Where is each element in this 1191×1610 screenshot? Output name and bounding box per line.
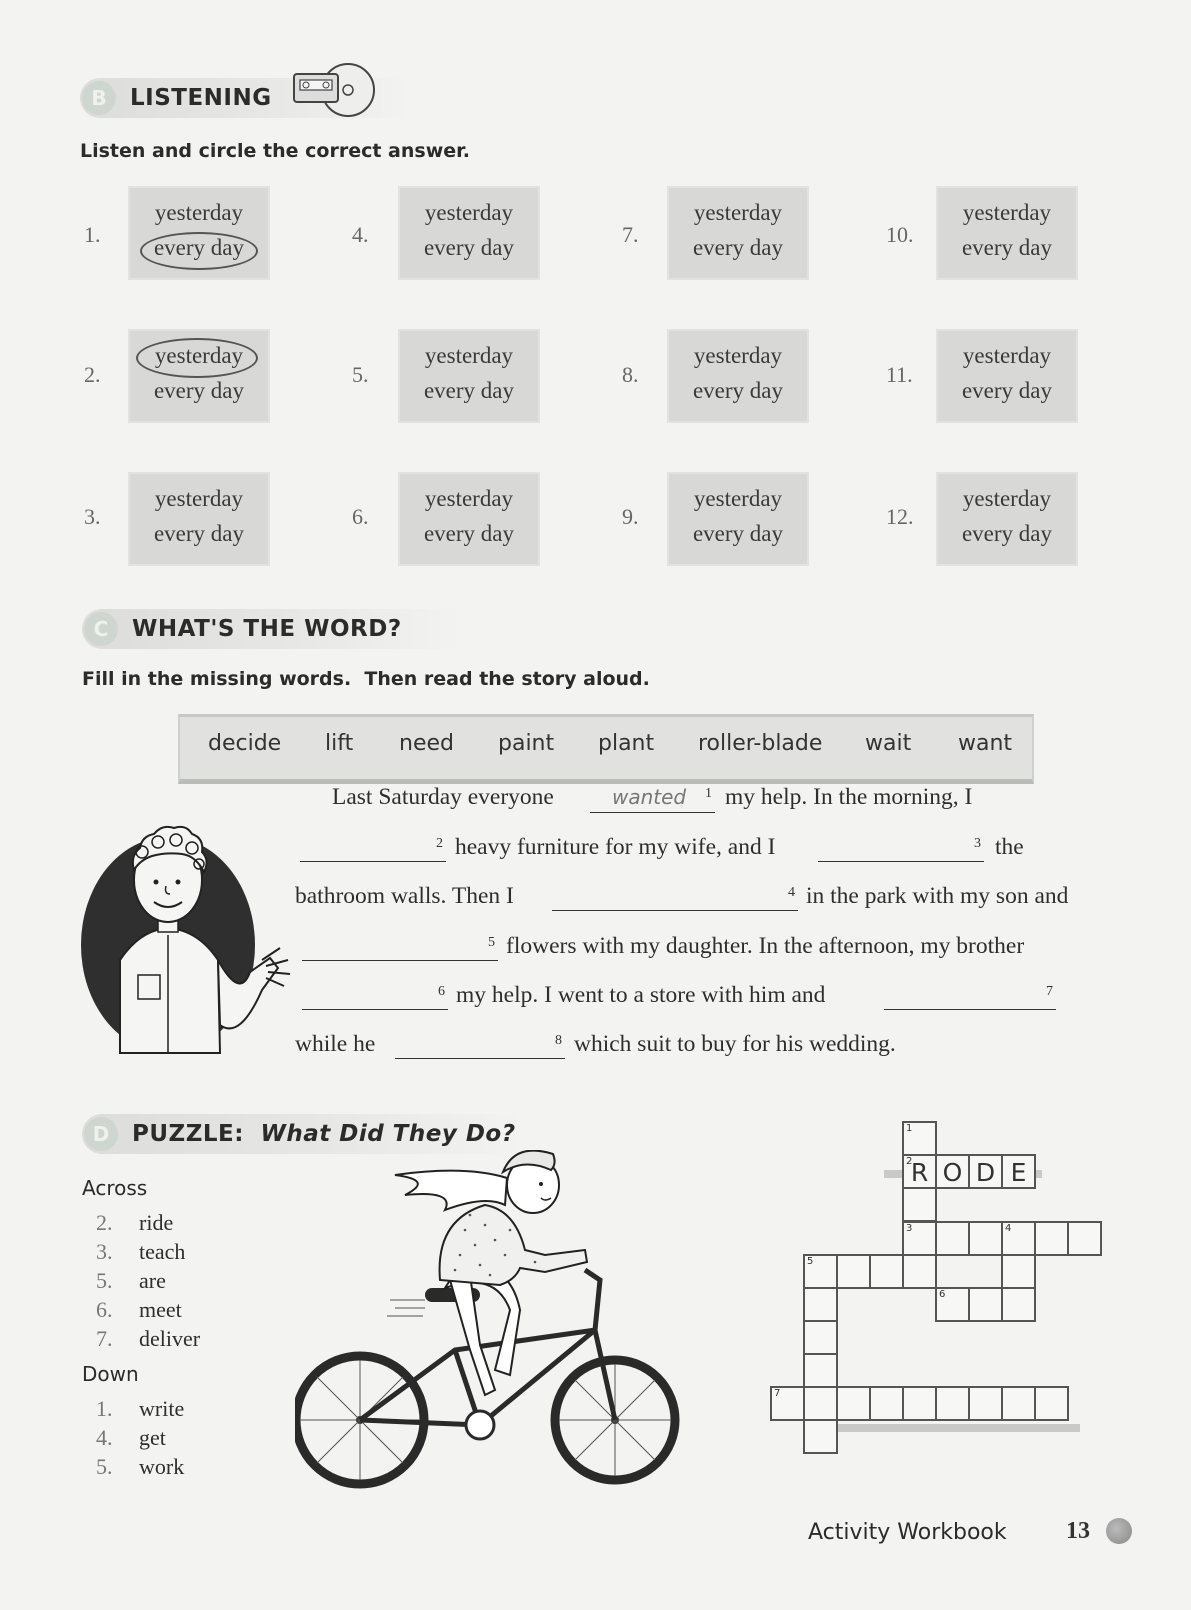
crossword-cell[interactable] — [1034, 1386, 1069, 1421]
section-badge-b: B — [82, 81, 116, 115]
man-waving-illustration — [80, 810, 305, 1065]
cell-letter: R — [910, 1158, 929, 1187]
blank-number-2: 2 — [436, 836, 443, 851]
puzzle-title: PUZZLE: — [132, 1121, 244, 1147]
crossword-cell[interactable] — [803, 1320, 838, 1355]
crossword-cell[interactable] — [1067, 1221, 1102, 1256]
answer-box-11 — [936, 329, 1078, 423]
word-bank-item: paint — [498, 731, 555, 756]
option-every-day[interactable]: every day — [692, 235, 784, 260]
crossword-cell[interactable] — [968, 1386, 1003, 1421]
clue-number: 6. — [96, 1297, 113, 1322]
crossword-cell[interactable] — [968, 1154, 1003, 1189]
option-yesterday[interactable]: yesterday — [962, 200, 1052, 225]
item-number: 6. — [352, 504, 369, 529]
blank-6[interactable] — [302, 1009, 448, 1010]
clue-number: 1. — [96, 1396, 113, 1421]
crossword-cell[interactable] — [836, 1386, 871, 1421]
option-yesterday[interactable]: yesterday — [693, 486, 783, 511]
blank-1[interactable] — [590, 812, 715, 813]
option-every-day[interactable]: every day — [961, 521, 1053, 546]
item-number: 3. — [84, 504, 101, 529]
clue-word: are — [139, 1268, 166, 1293]
blank-8[interactable] — [395, 1058, 565, 1059]
item-number: 10. — [886, 222, 914, 247]
story-line-2b: the — [995, 834, 1024, 860]
clue-number: 5. — [96, 1268, 113, 1293]
crossword-cell[interactable] — [935, 1386, 970, 1421]
answer-box-5 — [398, 329, 540, 423]
item-number: 4. — [352, 222, 369, 247]
answer-box-2 — [128, 329, 270, 423]
section-title-listening: LISTENING — [130, 85, 272, 111]
crossword-cell[interactable] — [902, 1154, 937, 1189]
option-every-day[interactable]: every day — [692, 521, 784, 546]
clue-number: 4. — [96, 1425, 113, 1450]
crossword-cell[interactable] — [935, 1221, 970, 1256]
story-line-6a: while he — [295, 1031, 376, 1057]
across-heading: Across — [82, 1176, 148, 1200]
page-dot-icon — [1106, 1518, 1132, 1544]
blank-number-6: 6 — [438, 984, 445, 999]
option-yesterday[interactable]: yesterday — [154, 486, 244, 511]
answer-box-12 — [936, 472, 1078, 566]
word-bank-item: need — [399, 731, 454, 756]
option-yesterday[interactable]: yesterday — [424, 486, 514, 511]
footer-book-title: Activity Workbook — [808, 1520, 1007, 1545]
crossword-cell[interactable] — [1001, 1154, 1036, 1189]
option-yesterday[interactable]: yesterday — [154, 343, 244, 368]
cassette-cd-icon — [292, 62, 376, 120]
crossword-cell[interactable] — [869, 1254, 904, 1289]
clue-number: 5. — [96, 1454, 113, 1479]
cell-number: 7 — [774, 1388, 781, 1399]
item-number: 2. — [84, 362, 101, 387]
answer-box-8 — [667, 329, 809, 423]
story-line-5a: my help. I went to a store with him and — [456, 982, 826, 1008]
option-every-day[interactable]: every day — [961, 235, 1053, 260]
item-number: 7. — [622, 222, 639, 247]
crossword-cell[interactable] — [1001, 1254, 1036, 1289]
answer-box-3 — [128, 472, 270, 566]
cell-letter: D — [975, 1158, 996, 1187]
cell-number: 5 — [807, 1256, 814, 1267]
word-section-header — [82, 609, 462, 649]
item-number: 5. — [352, 362, 369, 387]
crossword-cell[interactable] — [869, 1386, 904, 1421]
story-line-2a: heavy furniture for my wife, and I — [455, 834, 776, 860]
blank-number-3: 3 — [974, 836, 981, 851]
crossword-cell[interactable] — [770, 1386, 805, 1421]
answer-circle — [140, 232, 258, 270]
blank-3[interactable] — [818, 861, 984, 862]
crossword-cell[interactable] — [935, 1287, 970, 1322]
blank-number-7: 7 — [1046, 984, 1053, 999]
clue-word: teach — [139, 1239, 186, 1264]
item-number: 9. — [622, 504, 639, 529]
crossword-cell[interactable] — [803, 1386, 838, 1421]
blank-number-1: 1 — [705, 786, 712, 801]
clue-word: meet — [139, 1297, 182, 1322]
clue-number: 3. — [96, 1239, 113, 1264]
cell-letter: E — [1010, 1158, 1027, 1187]
crossword-cell[interactable] — [803, 1353, 838, 1388]
section-badge-d: D — [84, 1117, 118, 1151]
blank-number-5: 5 — [488, 935, 495, 950]
option-every-day[interactable]: every day — [961, 378, 1053, 403]
crossword-cell[interactable] — [902, 1221, 937, 1256]
answer-box-10 — [936, 186, 1078, 280]
puzzle-header — [82, 1114, 522, 1154]
story-line-3b: in the park with my son and — [806, 883, 1069, 909]
option-every-day[interactable]: every day — [692, 378, 784, 403]
clue-word: deliver — [139, 1326, 201, 1351]
crossword-cell[interactable] — [803, 1419, 838, 1454]
word-bank-item: lift — [325, 731, 354, 756]
option-yesterday[interactable]: yesterday — [424, 200, 514, 225]
story-line-1b: my help. In the morning, I — [725, 784, 973, 810]
section-title-puzzle — [132, 1121, 516, 1147]
crossword-cell[interactable] — [836, 1254, 871, 1289]
crossword-cell[interactable] — [902, 1121, 937, 1156]
crossword-cell[interactable] — [935, 1154, 970, 1189]
crossword-cell[interactable] — [902, 1187, 937, 1222]
crossword-cell[interactable] — [1001, 1386, 1036, 1421]
story-line-6b: which suit to buy for his wedding. — [574, 1031, 896, 1057]
blank-number-8: 8 — [555, 1033, 562, 1048]
blank-7[interactable] — [884, 1009, 1056, 1010]
cell-number: 3 — [906, 1223, 913, 1234]
cell-number: 4 — [1005, 1223, 1012, 1234]
grid-shadow — [818, 1424, 1080, 1432]
answer-circle — [136, 338, 258, 378]
answer-box-7 — [667, 186, 809, 280]
option-yesterday[interactable]: yesterday — [424, 343, 514, 368]
crossword-cell[interactable] — [968, 1221, 1003, 1256]
listening-instruction: Listen and circle the correct answer. — [80, 140, 471, 162]
word-bank-item: wait — [865, 731, 912, 756]
cell-number: 6 — [939, 1289, 946, 1300]
crossword-cell[interactable] — [803, 1254, 838, 1289]
puzzle-subtitle: What Did They Do? — [260, 1121, 516, 1147]
blank-2[interactable] — [300, 861, 446, 862]
word-bank-item: plant — [598, 731, 655, 756]
blank-5[interactable] — [302, 960, 498, 961]
section-title-word: WHAT'S THE WORD? — [132, 616, 402, 642]
clue-number: 2. — [96, 1210, 113, 1235]
section-badge-c: C — [84, 612, 118, 646]
cell-letter: O — [942, 1158, 963, 1187]
down-heading: Down — [82, 1362, 139, 1386]
cell-number: 2 — [906, 1156, 913, 1167]
option-every-day[interactable]: every day — [423, 521, 515, 546]
option-every-day[interactable]: every day — [423, 378, 515, 403]
story-line-3a: bathroom walls. Then I — [295, 883, 514, 909]
item-number: 1. — [84, 222, 101, 247]
answer-wanted: wanted — [612, 785, 687, 809]
crossword-cell[interactable] — [1001, 1221, 1036, 1256]
word-bank-item: roller-blade — [698, 731, 823, 756]
option-every-day[interactable]: every day — [423, 235, 515, 260]
clue-word: write — [139, 1396, 185, 1421]
blank-number-4: 4 — [788, 885, 795, 900]
option-yesterday[interactable]: yesterday — [962, 343, 1052, 368]
option-yesterday[interactable]: yesterday — [962, 486, 1052, 511]
answer-box-4 — [398, 186, 540, 280]
item-number: 8. — [622, 362, 639, 387]
cell-number: 1 — [906, 1123, 913, 1134]
word-bank-item: decide — [208, 731, 282, 756]
crossword-cell[interactable] — [968, 1287, 1003, 1322]
blank-4[interactable] — [552, 910, 798, 911]
story-line-4a: flowers with my daughter. In the afternoon, my brother — [506, 933, 1025, 959]
answer-box-9 — [667, 472, 809, 566]
crossword-cell[interactable] — [1001, 1287, 1036, 1322]
word-bank — [178, 714, 1034, 784]
clue-word: get — [139, 1425, 166, 1450]
crossword-cell[interactable] — [902, 1254, 937, 1289]
item-number: 11. — [886, 362, 913, 387]
crossword-cell[interactable] — [803, 1287, 838, 1322]
option-every-day[interactable]: every day — [153, 378, 245, 403]
answer-box-1 — [128, 186, 270, 280]
clue-word: work — [139, 1454, 185, 1479]
option-yesterday[interactable]: yesterday — [693, 343, 783, 368]
word-bank-item: want — [958, 731, 1013, 756]
crossword-cell[interactable] — [1034, 1221, 1069, 1256]
answer-box-6 — [398, 472, 540, 566]
option-yesterday[interactable]: yesterday — [693, 200, 783, 225]
option-every-day[interactable]: every day — [153, 235, 245, 260]
story-line-1a: Last Saturday everyone — [332, 784, 554, 810]
option-every-day[interactable]: every day — [153, 521, 245, 546]
option-yesterday[interactable]: yesterday — [154, 200, 244, 225]
crossword-cell[interactable] — [902, 1386, 937, 1421]
page-number: 13 — [1066, 1518, 1090, 1544]
clue-number: 7. — [96, 1326, 113, 1351]
word-instruction: Fill in the missing words. Then read the story aloud. — [82, 668, 650, 690]
girl-riding-bike-illustration — [295, 1150, 685, 1495]
clue-word: ride — [139, 1210, 174, 1235]
item-number: 12. — [886, 504, 914, 529]
